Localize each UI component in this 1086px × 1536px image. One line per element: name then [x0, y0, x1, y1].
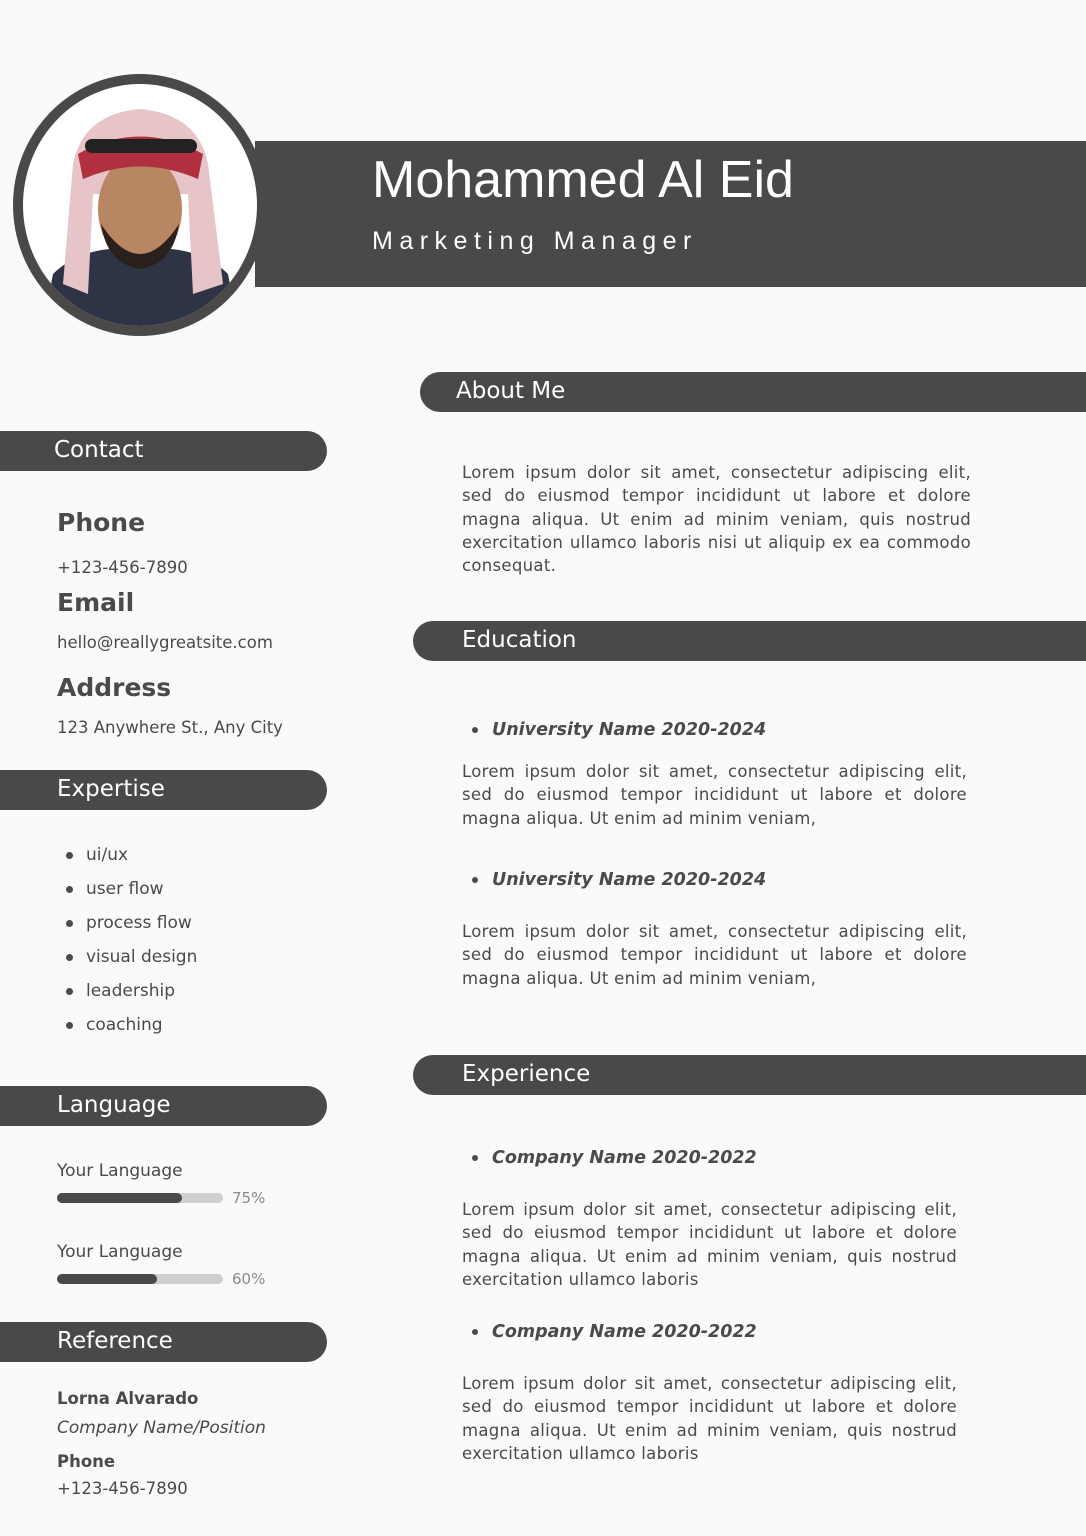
- language-progress-fill: [57, 1193, 182, 1203]
- expertise-text: leadership: [86, 981, 175, 1001]
- experience-item-text: Lorem ipsum dolor sit amet, consectetur adipiscing elit, sed do eiusmod tempor incididunt ut labore et dolore magna aliqua. Ut enim ad minim veniam, quis nostrud exercitation ullamco laboris: [462, 1200, 957, 1289]
- section-title: About Me: [456, 378, 566, 404]
- bullet-icon: [66, 988, 73, 995]
- education-section-header: [413, 621, 1086, 661]
- expertise-text: coaching: [86, 1015, 163, 1035]
- about-text: Lorem ipsum dolor sit amet, consectetur adipiscing elit, sed do eiusmod tempor incididunt ut labore et dolore magna aliqua. Ut enim ad minim veniam, quis nostrud exercitation ullamco laboris nisi ut aliquip ex ea commodo consequat.: [462, 463, 971, 576]
- person-portrait-icon: [23, 84, 257, 326]
- section-title: Contact: [54, 437, 144, 463]
- language-progress-fill: [57, 1274, 157, 1284]
- bullet-icon: [472, 1329, 478, 1335]
- bullet-icon: [66, 954, 73, 961]
- expertise-text: process flow: [86, 913, 192, 933]
- language-section-header: [0, 1086, 327, 1126]
- education-item-text: Lorem ipsum dolor sit amet, consectetur adipiscing elit, sed do eiusmod tempor incididunt ut labore et dolore magna aliqua. Ut enim ad minim veniam,: [462, 762, 967, 828]
- reference-phone: +123-456-7890: [57, 1479, 188, 1498]
- section-title: Education: [462, 627, 577, 653]
- language-label: Your Language: [57, 1161, 183, 1181]
- email-value: hello@reallygreatsite.com: [57, 633, 273, 652]
- experience-title-text: Company Name 2020-2022: [492, 1148, 757, 1168]
- bullet-icon: [66, 920, 73, 927]
- experience-item-title: [472, 1322, 757, 1342]
- expertise-item: [66, 879, 164, 899]
- expertise-text: ui/ux: [86, 845, 129, 865]
- language-progress-bar: [57, 1274, 223, 1284]
- experience-section-header: [413, 1055, 1086, 1095]
- expertise-section-header: [0, 770, 327, 810]
- language-percent: 75%: [232, 1189, 266, 1207]
- phone-value: +123-456-7890: [57, 558, 188, 577]
- language-progress-bar: [57, 1193, 223, 1203]
- profile-photo: [13, 74, 267, 336]
- bullet-icon: [66, 852, 73, 859]
- bullet-icon: [66, 886, 73, 893]
- reference-name: Lorna Alvarado: [57, 1389, 199, 1408]
- section-title: Expertise: [57, 776, 165, 802]
- bullet-icon: [472, 1155, 478, 1161]
- education-item-title: [472, 870, 766, 890]
- expertise-item: [66, 913, 192, 933]
- language-label: Your Language: [57, 1242, 183, 1262]
- expertise-item: [66, 1015, 163, 1035]
- bullet-icon: [472, 727, 478, 733]
- phone-label: Phone: [57, 508, 146, 537]
- email-label: Email: [57, 588, 135, 617]
- address-label: Address: [57, 673, 172, 702]
- education-item-title: [472, 720, 766, 740]
- education-title-text: University Name 2020-2024: [492, 870, 767, 890]
- expertise-text: visual design: [86, 947, 198, 967]
- expertise-text: user flow: [86, 879, 164, 899]
- section-title: Language: [57, 1092, 171, 1118]
- about-section-header: [420, 372, 1086, 412]
- bullet-icon: [66, 1022, 73, 1029]
- education-item-text: Lorem ipsum dolor sit amet, consectetur adipiscing elit, sed do eiusmod tempor incididunt ut labore et dolore magna aliqua. Ut enim ad minim veniam,: [462, 922, 967, 988]
- experience-title-text: Company Name 2020-2022: [492, 1322, 757, 1342]
- expertise-item: [66, 845, 128, 865]
- section-title: Experience: [462, 1061, 591, 1087]
- address-value: 123 Anywhere St., Any City: [57, 718, 283, 737]
- section-title: Reference: [57, 1328, 173, 1354]
- name-heading: Mohammed Al Eid: [372, 151, 794, 209]
- reference-company: Company Name/Position: [57, 1418, 266, 1438]
- expertise-item: [66, 981, 175, 1001]
- education-title-text: University Name 2020-2024: [492, 720, 767, 740]
- experience-item-text: Lorem ipsum dolor sit amet, consectetur adipiscing elit, sed do eiusmod tempor incididunt ut labore et dolore magna aliqua. Ut enim ad minim veniam, quis nostrud exercitation ullamco laboris: [462, 1374, 957, 1463]
- contact-section-header: [0, 431, 327, 471]
- job-title: Marketing Manager: [372, 227, 698, 255]
- language-percent: 60%: [232, 1270, 266, 1288]
- reference-phone-label: Phone: [57, 1452, 116, 1471]
- expertise-item: [66, 947, 197, 967]
- reference-section-header: [0, 1322, 327, 1362]
- bullet-icon: [472, 877, 478, 883]
- experience-item-title: [472, 1148, 757, 1168]
